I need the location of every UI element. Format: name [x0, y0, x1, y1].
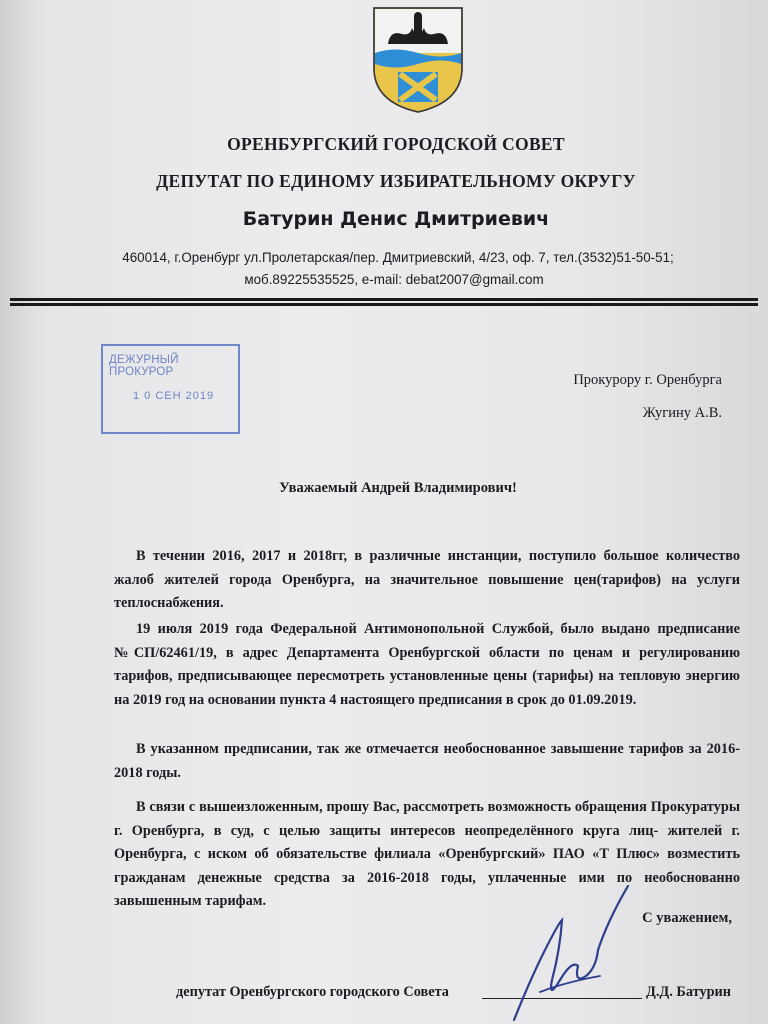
signer-position: депутат Оренбургского городского Совета — [176, 984, 449, 1000]
body-paragraph-4: В связи с вышеизложенным, прошу Вас, рассмотреть возможность обращения Прокуратуры г. Оренбурга, в суд, с целью защиты интересов неопределённого круга лиц- жителей г. Оренбурга, с иском об обязательстве филиала «Оренбургский» ПАО «Т Плюс» возместить гражданам денежные средства за 2016-2018 годы, уплаченные ими по необоснованно завышенным тарифам. — [114, 799, 740, 909]
deputy-heading: ДЕПУТАТ ПО ЕДИНОМУ ИЗБИРАТЕЛЬНОМУ ОКРУГУ — [156, 171, 636, 191]
council-heading: ОРЕНБУРГСКИЙ ГОРОДСКОЙ СОВЕТ — [227, 134, 565, 154]
letterhead-divider-top — [10, 298, 758, 301]
orenburg-coat-of-arms-icon — [372, 6, 464, 114]
stamp-date: 1 0 СЕН 2019 — [133, 390, 215, 402]
addressee-title: Прокурору г. Оренбурга — [573, 372, 722, 388]
stamp-title: ДЕЖУРНЫЙ ПРОКУРОР — [109, 354, 179, 378]
address-line-1: 460014, г.Оренбург ул.Пролетарская/пер. Дмитриевский, 4/23, оф. 7, тел.(3532)51-50-51; — [122, 250, 674, 265]
closing-regards: С уважением, — [642, 910, 732, 926]
body-paragraph-3: В указанном предписании, так же отмечается необоснованное завышение тарифов за 2016-2018 годы. — [114, 741, 740, 781]
addressee-name: Жугину А.В. — [642, 405, 722, 421]
body-paragraph-2: 19 июля 2019 года Федеральной Антимонопольной Службой, было выдано предписание №СП/62461/19, в адрес Департамента Оренбургской области по ценам и регулированию тарифов, предписывающее пересмотреть установленные цены (тарифы) на тепловую энергию на 2019 год на основании пункта 4 настоящего предписания в срок до 01.09.2019. — [114, 621, 740, 708]
handwritten-signature — [500, 880, 650, 1024]
address-line-2: моб.89225535525, e-mail: debat2007@gmail.com — [244, 272, 544, 287]
deputy-name: Батурин Денис Дмитриевич — [242, 208, 550, 230]
receipt-stamp — [101, 344, 240, 434]
body-paragraph-1: В течении 2016, 2017 и 2018гг, в различные инстанции, поступило большое количество жалоб жителей города Оренбурга, на значительное повышение цен(тарифов) на услуги теплоснабжения. — [114, 548, 740, 611]
letterhead-divider-bottom — [10, 303, 758, 306]
signer-name: Д.Д. Батурин — [646, 984, 732, 1000]
greeting: Уважаемый Андрей Владимирович! — [279, 480, 517, 496]
